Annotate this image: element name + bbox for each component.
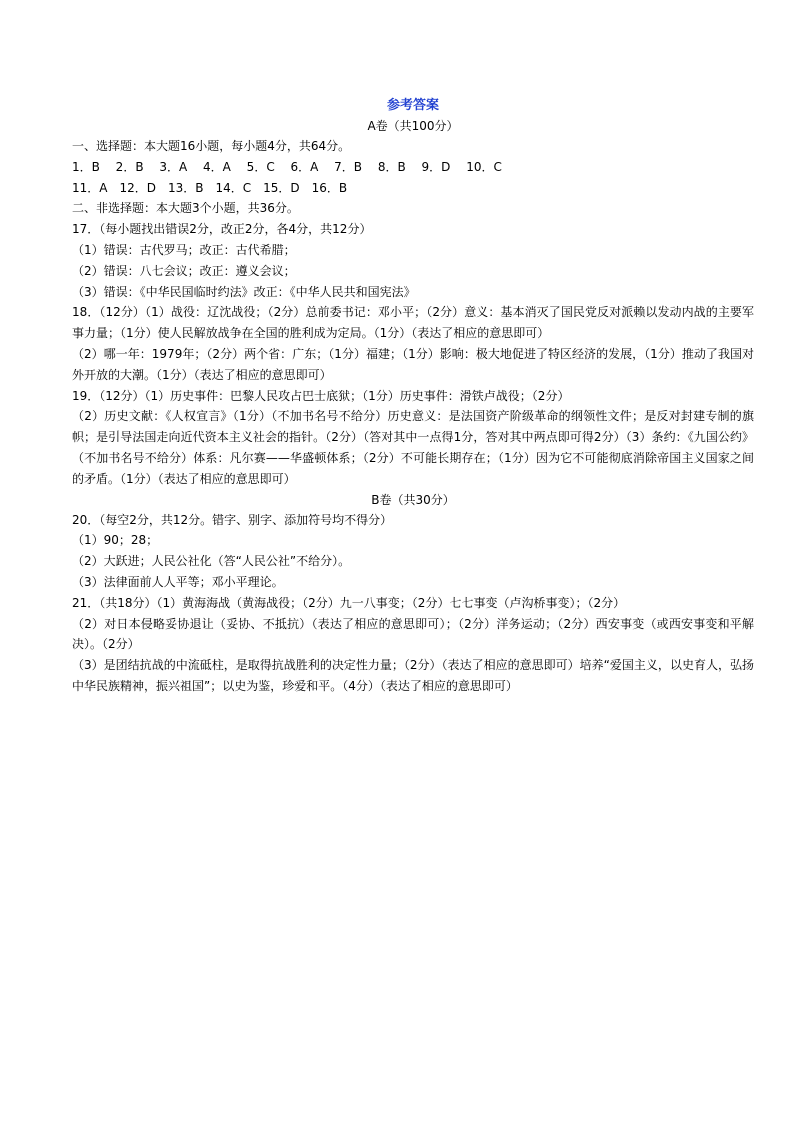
answers-row-1: 1．B 2．B 3．A 4．A 5．C 6．A 7．B 8．B 9．D 10．C — [72, 159, 502, 174]
q17-heading: 17．（每小题找出错误2分，改正2分，各4分，共12分） — [72, 222, 372, 237]
q17-2: （2）错误：八七会议；改正：遵义会议； — [72, 263, 296, 278]
q21-3: （3）是团结抗战的中流砥柱，是取得抗战胜利的决定性力量；（2分）（表达了相应的意思即可）培养“爱国主义，以史育人，弘扬中华民族精神，振兴祖国”；以史为鉴，珍爱和平。（4分）（表达了相应的意思即可） — [72, 658, 754, 693]
q17-1: （1）错误：古代罗马；改正：古代希腊； — [72, 242, 296, 257]
q20-1: （1）90；28； — [72, 533, 159, 548]
answers-row-2: 11．A 12．D 13．B 14．C 15．D 16．B — [72, 180, 348, 195]
answer-content — [72, 116, 754, 697]
section-b-heading: B卷（共30分） — [371, 492, 455, 507]
part-one-heading: 一、选择题：本大题16小题，每小题4分，共64分。 — [72, 139, 351, 153]
section-a-heading: A卷（共100分） — [367, 119, 459, 133]
part-two-heading: 二、非选择题：本大题3个小题，共36分。 — [72, 201, 299, 216]
q20-3: （3）法律面前人人平等；邓小平理论。 — [72, 574, 284, 589]
page-title: 参考答案 — [386, 98, 439, 113]
q18-1: 18．（12分）（1）战役：辽沈战役；（2分）总前委书记：邓小平；（2分）意义：基本消灭了国民党反对派赖以发动内战的主要军事力量；（1分）使人民解放战争在全国的胜利成为定局。（1分）（表达了相应的意思即可） — [72, 305, 754, 341]
q20-heading: 20．（每空2分，共12分。错字、别字、添加符号均不得分） — [72, 512, 393, 527]
q20-2: （2）大跃进；人民公社化（答“人民公社”不给分）。 — [72, 554, 351, 569]
q21-2: （2）对日本侵略妥协退让（妥协、不抵抗）（表达了相应的意思即可）；（2分）洋务运动；（2分）西安事变（或西安事变和平解决）。（2分） — [72, 616, 754, 652]
q21-1: 21．（共18分）（1）黄海海战（黄海战役；（2分）九一八事变；（2分）七七事变（卢沟桥事变）；（2分） — [72, 595, 626, 610]
q18-2: （2）哪一年：1979年；（2分）两个省：广东；（1分）福建；（1分）影响：极大地促进了特区经济的发展，（1分）推动了我国对外开放的大潮。（1分）（表达了相应的意思即可） — [72, 346, 754, 382]
q17-3: （3）错误：《中华民国临时约法》改正：《中华人民共和国宪法》 — [72, 284, 416, 299]
q19-1: 19．（12分）（1）历史事件：巴黎人民攻占巴士底狱；（1分）历史事件：滑铁卢战役；（2分） — [72, 388, 570, 403]
q19-2: （2）历史文献：《人权宣言》（1分）（不加书名号不给分）历史意义：是法国资产阶级革命的纲领性文件；是反对封建专制的旗帜；是引导法国走向近代资本主义社会的指针。（2分）（答对其中一点得1分，答对其中两点即可得2分）（3）条约：《九国公约》（不加书名号不给分）体系：凡尔赛——华盛顿体系；（2分）不可能长期存在；（1分）因为它不可能彻底消除帝国主义国家之间的矛盾。（1分）（表达了相应的意思即可） — [72, 409, 754, 486]
